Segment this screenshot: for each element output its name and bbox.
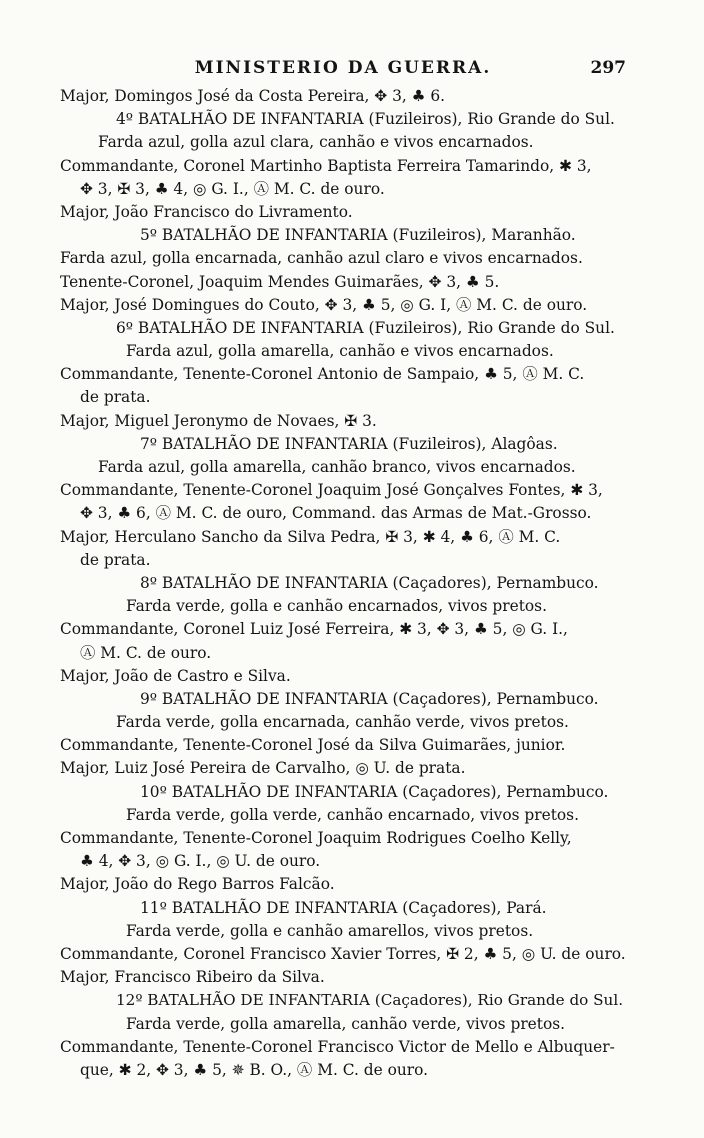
text-line: 6º BATALHÃO DE INFANTARIA (Fuzileiros), Rio Grande do Sul. (116, 318, 615, 337)
text-line: 4º BATALHÃO DE INFANTARIA (Fuzileiros), Rio Grande do Sul. (116, 110, 615, 129)
text-line: Major, João Francisco do Livramento. (60, 202, 353, 221)
page-header (60, 58, 626, 82)
text-line: Commandante, Tenente-Coronel Francisco Victor de Mello e Albuquer- (60, 1037, 615, 1056)
text-line: 9º BATALHÃO DE INFANTARIA (Caçadores), Pernambuco. (140, 689, 599, 708)
running-title: MINISTERIO DA GUERRA. (194, 58, 492, 78)
page-number: 297 (590, 58, 626, 78)
text-line: de prata. (80, 388, 151, 407)
text-line: Major, João de Castro e Silva. (60, 666, 291, 685)
text-line: Farda verde, golla amarella, canhão verde, vivos pretos. (126, 1014, 566, 1033)
text-line: Farda azul, golla encarnada, canhão azul claro e vivos encarnados. (60, 249, 583, 268)
text-line: Major, Francisco Ribeiro da Silva. (60, 968, 325, 987)
text-line: Major, Luiz José Pereira de Carvalho, ◎ U. de prata. (60, 759, 466, 778)
text-line: Farda azul, golla amarella, canhão e vivos encarnados. (126, 342, 554, 361)
text-line: de prata. (80, 550, 151, 569)
text-line: Farda azul, golla azul clara, canhão e vivos encarnados. (98, 133, 534, 152)
text-line: Farda verde, golla verde, canhão encarnado, vivos pretos. (126, 805, 579, 824)
text-line: Farda verde, golla encarnada, canhão verde, vivos pretos. (116, 713, 569, 732)
text-line: Major, Herculano Sancho da Silva Pedra, ✠ 3, ✱ 4, ♣ 6, Ⓐ M. C. (60, 527, 561, 546)
document-body (60, 85, 626, 1082)
text-line: Major, José Domingues do Couto, ✥ 3, ♣ 5, ◎ G. I, Ⓐ M. C. de ouro. (60, 295, 588, 314)
text-line: Commandante, Coronel Luiz José Ferreira, ✱ 3, ✥ 3, ♣ 5, ◎ G. I., (60, 620, 568, 639)
text-line: 11º BATALHÃO DE INFANTARIA (Caçadores), Pará. (140, 898, 547, 917)
text-line: Major, Domingos José da Costa Pereira, ✥ 3, ♣ 6. (60, 87, 446, 105)
text-line: Commandante, Coronel Francisco Xavier Torres, ✠ 2, ♣ 5, ◎ U. de ouro. (60, 944, 626, 963)
text-line: Tenente-Coronel, Joaquim Mendes Guimarães, ✥ 3, ♣ 5. (60, 272, 500, 291)
text-line: ♣ 4, ✥ 3, ◎ G. I., ◎ U. de ouro. (80, 852, 321, 871)
text-line: 8º BATALHÃO DE INFANTARIA (Caçadores), Pernambuco. (140, 573, 599, 592)
text-line: 5º BATALHÃO DE INFANTARIA (Fuzileiros), Maranhão. (140, 226, 576, 245)
text-line: Commandante, Coronel Martinho Baptista Ferreira Tamarindo, ✱ 3, (60, 156, 592, 175)
text-line: Commandante, Tenente-Coronel Antonio de Sampaio, ♣ 5, Ⓐ M. C. (60, 365, 585, 384)
text-line: 10º BATALHÃO DE INFANTARIA (Caçadores), Pernambuco. (140, 782, 609, 801)
text-line: Major, João do Rego Barros Falcão. (60, 875, 335, 894)
text-line: Farda verde, golla e canhão amarellos, vivos pretos. (126, 921, 534, 940)
text-line: Commandante, Tenente-Coronel Joaquim José Gonçalves Fontes, ✱ 3, (60, 481, 603, 500)
text-line: Commandante, Tenente-Coronel José da Silva Guimarães, junior. (60, 736, 566, 755)
text-line: Farda azul, golla amarella, canhão branco, vivos encarnados. (98, 458, 576, 476)
text-line: 12º BATALHÃO DE INFANTARIA (Caçadores), Rio Grande do Sul. (116, 991, 624, 1010)
text-line: ✥ 3, ♣ 6, Ⓐ M. C. de ouro, Command. das Armas de Mat.-Grosso. (80, 504, 592, 523)
text-line: Commandante, Tenente-Coronel Joaquim Rodrigues Coelho Kelly, (60, 829, 572, 847)
text-line: ✥ 3, ✠ 3, ♣ 4, ◎ G. I., Ⓐ M. C. de ouro. (80, 179, 385, 198)
text-line: Ⓐ M. C. de ouro. (80, 643, 212, 662)
text-line: 7º BATALHÃO DE INFANTARIA (Fuzileiros), Alagôas. (140, 434, 558, 453)
text-line: Major, Miguel Jeronymo de Novaes, ✠ 3. (60, 411, 377, 430)
text-line: Farda verde, golla e canhão encarnados, vivos pretos. (126, 597, 547, 616)
text-line: que, ✱ 2, ✥ 3, ♣ 5, ✵ B. O., Ⓐ M. C. de ouro. (80, 1060, 429, 1079)
